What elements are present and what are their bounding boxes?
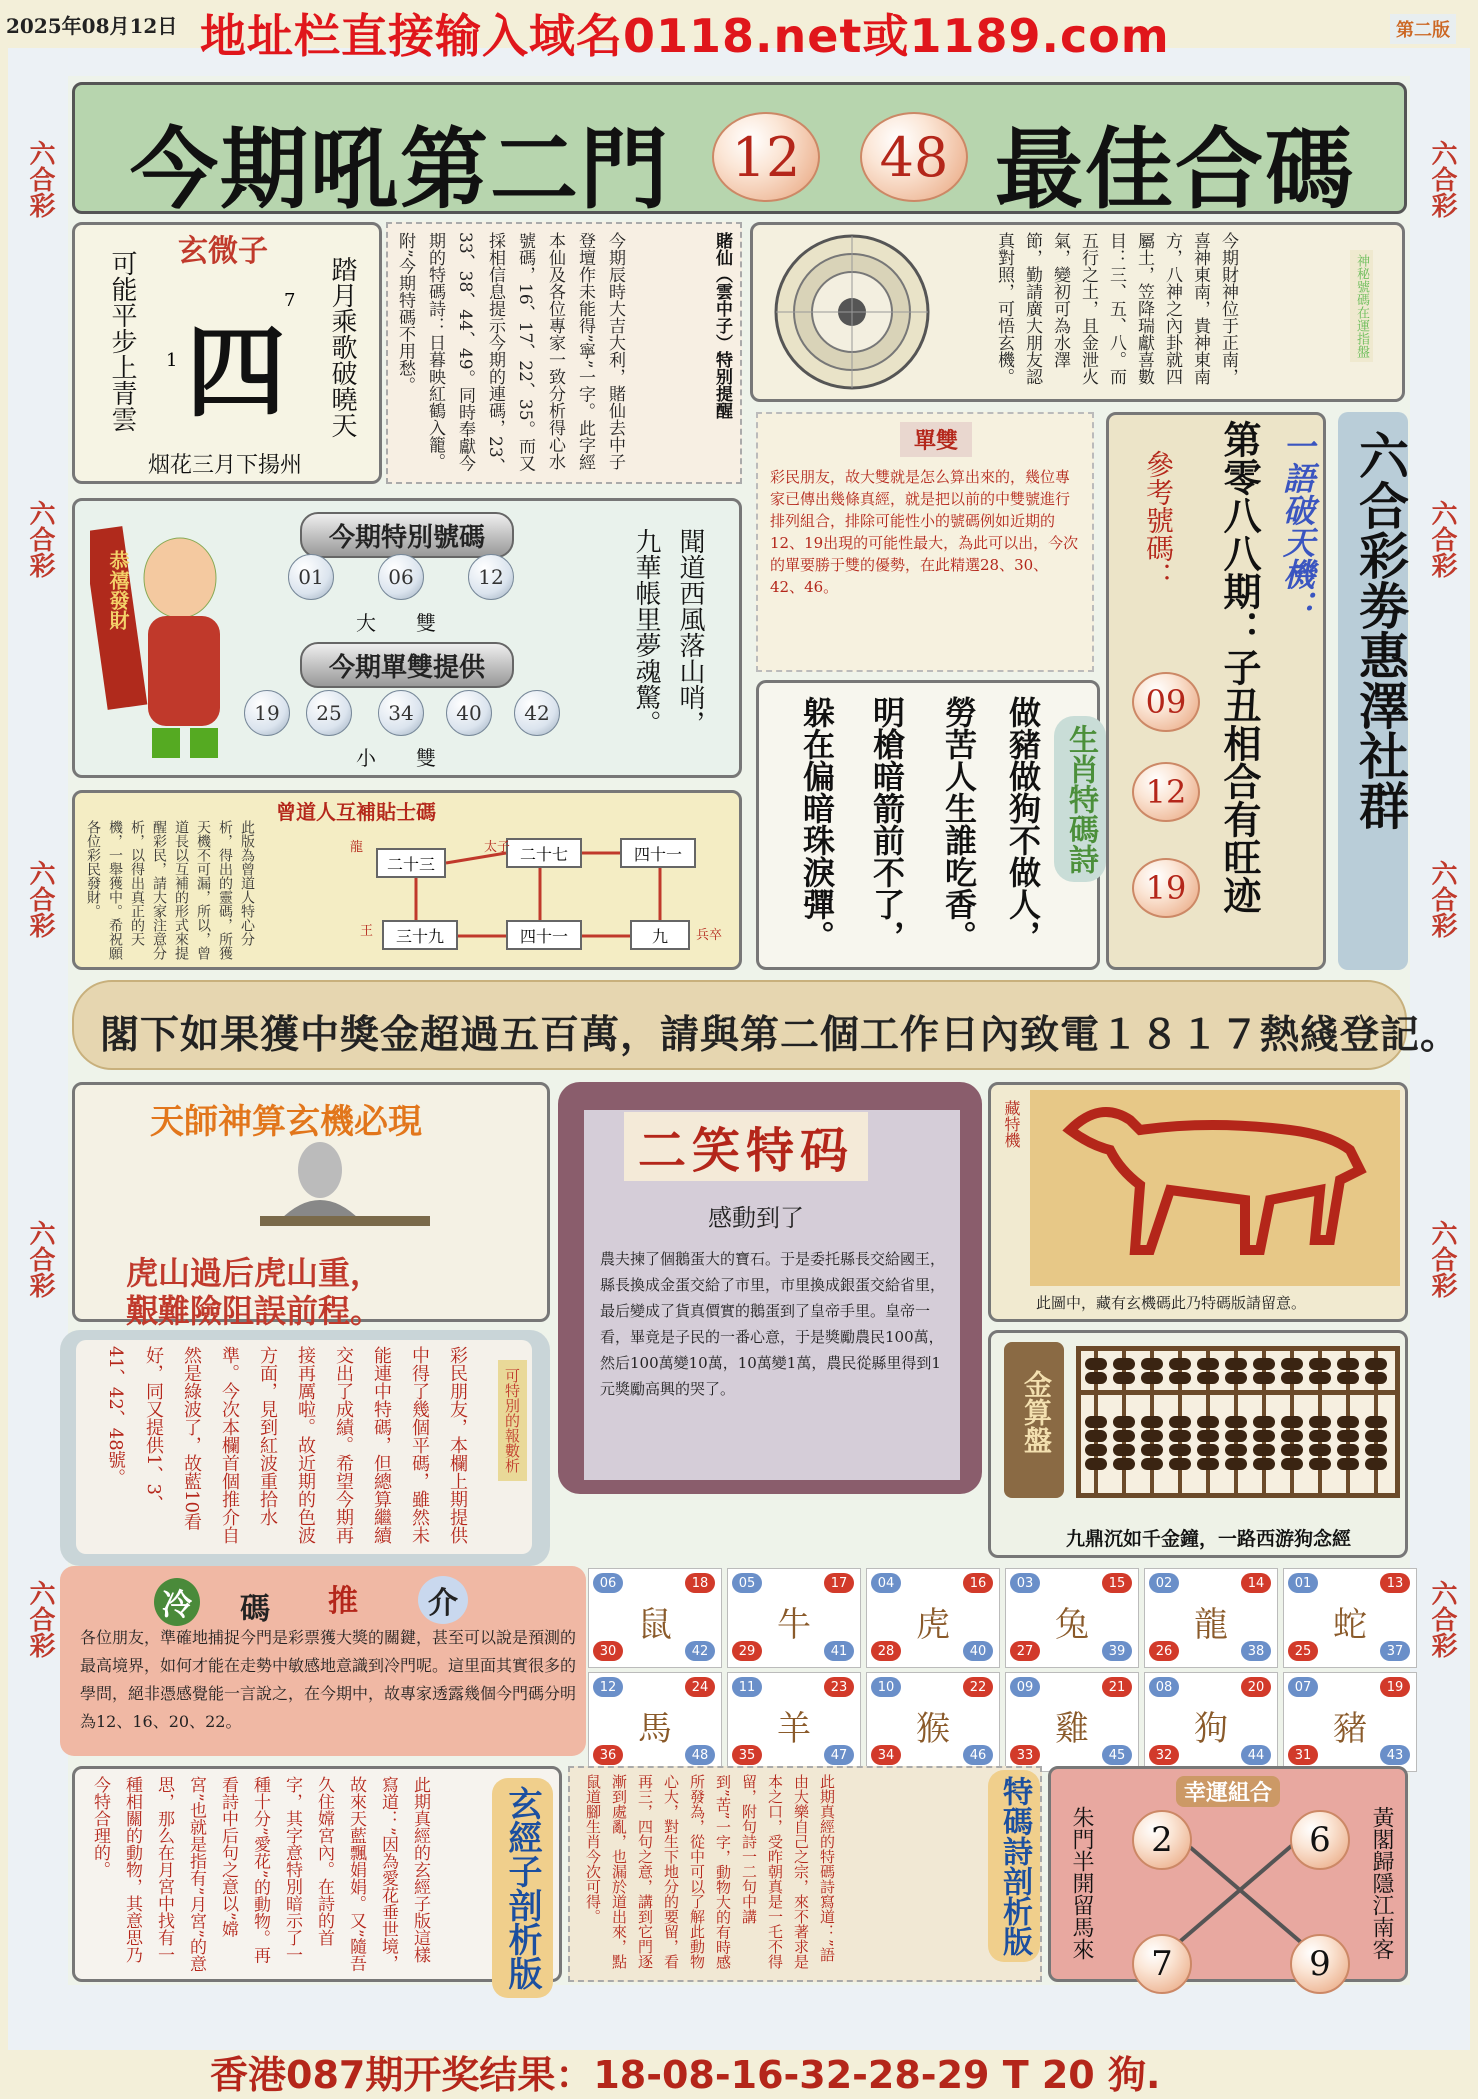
zodiac-number: 35: [732, 1745, 762, 1765]
abacus-bead: [1113, 1416, 1135, 1428]
abacus-label: 金算盤: [1020, 1370, 1053, 1454]
zodiac-number: 32: [1149, 1745, 1179, 1765]
zodiac-number: 26: [1149, 1641, 1179, 1661]
dushen-text: 今期辰時大吉大利，賭仙去中子登壇作未能得”寧”一字。此字經本仙及各位專家一致分析得心水號碼，16、17、22、35。而又採相信息提示今期的連碼，23、33、38、44、49。同時奉獻今期的特碼詩：日暮映紅鶴入籠。附”今期特碼不用愁。: [395, 232, 625, 475]
zodiac-number: 40: [963, 1641, 993, 1661]
abacus-bead: [1253, 1458, 1275, 1470]
compass-text: 今期財神位于正南，喜神東南，貴神東南方，八神之內卦就四屬土，笠降瑞獻喜數目：三、五、八。而五行之土，且金泄火氣，變初可為水澤節，勤請廣大朋友認真對照，可悟玄機。: [994, 232, 1238, 385]
title-ball-2: 48: [860, 112, 968, 202]
zodiac-animal-icon: 豬: [1333, 1709, 1367, 1749]
abacus-bead: [1309, 1458, 1331, 1470]
shengxiao-line: 躲在偏暗珠淚彈。: [798, 696, 836, 952]
abacus-bead: [1225, 1430, 1247, 1442]
xuanweizi-heading: 玄微子: [178, 234, 268, 269]
zodiac-number: 12: [593, 1677, 623, 1697]
abacus-bead: [1253, 1358, 1275, 1370]
zodiac-animal-icon: 羊: [777, 1709, 811, 1749]
abacus-bead: [1337, 1372, 1359, 1384]
xingyun-ball: 2: [1132, 1810, 1192, 1870]
tianshi-figure: [240, 1130, 440, 1240]
zodiac-number: 23: [824, 1677, 854, 1697]
xuanweizi-n7: 7: [284, 290, 296, 311]
horse-side: 藏特機: [1002, 1100, 1021, 1148]
zodiac-number: 34: [871, 1745, 901, 1765]
special-label2: 小 雙: [356, 746, 436, 770]
danshuang-text: 彩民朋友，故大雙就是怎么算出來的，幾位專家已傳出幾條真經，就是把以前的中雙號進行排列組合，排除可能性小的號碼例如近期的12、19出現的可能性最大，為此可以出，今次的單要勝于雙的優勢，在此精選28、30、42、46。: [770, 468, 1079, 596]
border-text: 六合彩: [25, 860, 55, 938]
horse-caption: 此圖中，藏有玄機碼此乃特碼版請留意。: [1036, 1294, 1307, 1312]
xingyun-left: 朱門半開留馬來: [1069, 1806, 1094, 1960]
abacus-bead: [1253, 1416, 1275, 1428]
title-left: 今期吼第二門: [130, 117, 671, 221]
xuanjingzi-label: 玄經子剖析版: [492, 1778, 553, 1998]
border-text: 六合彩: [25, 500, 55, 578]
zodiac-number: 19: [1380, 1677, 1410, 1697]
abacus-bead: [1337, 1444, 1359, 1456]
horse-image: [1030, 1090, 1400, 1286]
border-text: 六合彩: [1427, 860, 1457, 938]
single-ball: 19: [244, 690, 290, 736]
zodiac-cell: [866, 1568, 1000, 1668]
abacus-caption: 九鼎沉如千金鐘，一路西游狗念經: [1066, 1528, 1352, 1550]
hubu-box: 四十一: [506, 920, 582, 950]
abacus-bead: [1365, 1430, 1387, 1442]
zodiac-number: 24: [685, 1677, 715, 1697]
yiyu-ball: 09: [1132, 672, 1200, 732]
abacus-bead: [1253, 1372, 1275, 1384]
left-border: [8, 48, 68, 2050]
zodiac-number: 29: [732, 1641, 762, 1661]
xuanweizi-left: 可能平步上青雲: [107, 250, 137, 432]
temashi-text: 此期真經的特碼詩寫道：”語由大樂自己之宗，來不著求是本之口，受昨朝真是一乇不得留，附句詩一二句中講到”苦”一字，動物大的有時感所發為，從中可以了解此動物心大，對生下地分的要留，看再三，四句之意，講到它門逐漸到處亂，也漏於道出來，點鼠道腳生肖今次可得。: [584, 1774, 836, 1970]
abacus-bead: [1197, 1444, 1219, 1456]
abacus-bead: [1225, 1358, 1247, 1370]
abacus-bead: [1197, 1372, 1219, 1384]
abacus-bead: [1309, 1358, 1331, 1370]
abacus-bead: [1085, 1416, 1107, 1428]
single-ball: 40: [446, 690, 492, 736]
erxiao-subtitle: 感動到了: [708, 1204, 804, 1232]
zodiac-cell: [1283, 1568, 1417, 1668]
abacus-bead: [1113, 1430, 1135, 1442]
abacus-bead: [1169, 1444, 1191, 1456]
abacus-bead: [1281, 1430, 1303, 1442]
shengxiao-label: 生肖特碼詩: [1054, 716, 1106, 882]
bottom-border: [8, 1985, 1470, 2050]
abacus-bead: [1365, 1372, 1387, 1384]
zodiac-cell: [1144, 1672, 1278, 1772]
zodiac-number: 42: [685, 1641, 715, 1661]
zodiac-animal-icon: 猴: [916, 1709, 950, 1749]
special-ball: 01: [288, 554, 334, 600]
zodiac-number: 06: [593, 1573, 623, 1593]
hubu-heading: 曾道人互補貼士碼: [276, 800, 436, 824]
zodiac-cell: [1283, 1672, 1417, 1772]
zodiac-number: 17: [824, 1573, 854, 1593]
zodiac-number: 31: [1288, 1745, 1318, 1765]
lengma-heading-4: 介: [418, 1576, 468, 1624]
zodiac-animal-icon: 鼠: [638, 1605, 672, 1645]
abacus-bead: [1281, 1358, 1303, 1370]
dushen-title: 賭仙（雲中子）特别提醒: [712, 232, 732, 419]
hubu-tag: 太子: [484, 840, 511, 855]
abacus-bead: [1197, 1458, 1219, 1470]
temashi-label: 特碼詩剖析版: [988, 1770, 1040, 1962]
abacus-bead: [1141, 1372, 1163, 1384]
shengxiao-line: 明槍暗箭前不了，: [868, 696, 906, 952]
xingyun-ball: 6: [1290, 1810, 1350, 1870]
zodiac-animal-icon: 馬: [638, 1709, 672, 1749]
lengma-text: 各位朋友，準確地捕捉今門是彩票獲大獎的關鍵，甚至可以說是預測的最高境界，如何才能在走勢中敏感地意識到冷門呢。這里面其實很多的學問，絕非憑感覺能一言說之，在今期中，故專家透露幾個今門碼分明為12、16、20、22。: [80, 1628, 577, 1731]
hubu-box: 二十七: [506, 838, 582, 868]
zodiac-number: 07: [1288, 1677, 1318, 1697]
abacus-bead: [1197, 1430, 1219, 1442]
special-poem-left: 九華帳里夢魂驚。: [631, 528, 661, 736]
compass-icon: [772, 232, 932, 392]
shengxiao-line: 勞苦人生誰吃香。: [940, 696, 978, 952]
zodiac-animal-icon: 蛇: [1333, 1605, 1367, 1645]
xuanweizi-right: 踏月乘歌破曉天: [327, 256, 357, 438]
hubu-text: 此版為曾道人特心分析，得出的靈碼，所獲天機不可漏，所以，曾道長以互補的形式來提醒彩民，請大家注意分析，以得出真正的天機，一舉獲中。希祝願各位彩民發財。: [85, 820, 255, 960]
abacus-bead: [1225, 1372, 1247, 1384]
zodiac-number: 44: [1241, 1745, 1271, 1765]
abacus-bead: [1309, 1430, 1331, 1442]
border-text: 六合彩: [25, 140, 55, 218]
abacus-bead: [1169, 1358, 1191, 1370]
abacus-bead: [1113, 1444, 1135, 1456]
abacus-bead: [1169, 1458, 1191, 1470]
special-heading2: 今期單雙提供: [300, 642, 514, 688]
xingyun-ball: 7: [1132, 1934, 1192, 1994]
abacus-bead: [1225, 1444, 1247, 1456]
caimin-side: 可特別的報數析: [498, 1360, 527, 1481]
zodiac-number: 13: [1380, 1573, 1410, 1593]
hubu-box: 四十一: [620, 838, 696, 868]
notice-text: 閣下如果獲中獎金超過五百萬，請與第二個工作日內致電１８１７熱綫登記。: [100, 1012, 1461, 1058]
border-text: 六合彩: [1427, 140, 1457, 218]
abacus-bead: [1141, 1430, 1163, 1442]
special-ball: 06: [378, 554, 424, 600]
special-poem-right: 聞道西風落山哨，: [675, 528, 705, 736]
lengma-heading-2: 碼: [240, 1592, 270, 1627]
zodiac-number: 18: [685, 1573, 715, 1593]
lengma-heading-3: 推: [328, 1584, 358, 1619]
erxiao-heading: 二笑特码: [624, 1112, 868, 1181]
hubu-box: 二十三: [376, 848, 446, 878]
zodiac-number: 27: [1010, 1641, 1040, 1661]
zodiac-number: 09: [1010, 1677, 1040, 1697]
tianshi-line1: 虎山過后虎山重，: [126, 1254, 383, 1292]
abacus-bead: [1085, 1372, 1107, 1384]
xuanjingzi-text: 此期真經的玄經子版這樣寫道：”因為愛花垂世境，故來天藍飄娟娟。又”隨吾久住嫦宮內。在詩的首字，其字意特別暗示了一種十分”愛花”的動物。再看詩中后句之意以”嫦宮”也就是指有”月宮”的意思，那么在月宮中找有一種相關的動物，其意思乃今特合理的。: [90, 1776, 430, 1973]
zodiac-number: 11: [732, 1677, 762, 1697]
zodiac-animal-icon: 虎: [916, 1605, 950, 1645]
abacus-bead: [1309, 1416, 1331, 1428]
zodiac-animal-icon: 雞: [1055, 1709, 1089, 1749]
zodiac-number: 36: [593, 1745, 623, 1765]
zodiac-number: 20: [1241, 1677, 1271, 1697]
yiyu-ball: 12: [1132, 762, 1200, 822]
abacus-bead: [1085, 1358, 1107, 1370]
doll-image: [90, 508, 240, 768]
abacus-bead: [1197, 1416, 1219, 1428]
zodiac-cell: [1144, 1568, 1278, 1668]
abacus-bead: [1197, 1358, 1219, 1370]
abacus-bead: [1169, 1416, 1191, 1428]
zodiac-cell: [866, 1672, 1000, 1772]
border-text: 六合彩: [1427, 500, 1457, 578]
abacus-bead: [1309, 1372, 1331, 1384]
side-vertical: 六合彩劵惠澤社群: [1351, 430, 1409, 830]
abacus-bead: [1141, 1444, 1163, 1456]
zodiac-cell: [588, 1568, 722, 1668]
abacus-bead: [1337, 1416, 1359, 1428]
zodiac-number: 33: [1010, 1745, 1040, 1765]
title-ball-1: 12: [712, 112, 820, 202]
single-ball: 25: [306, 690, 352, 736]
zodiac-number: 45: [1102, 1745, 1132, 1765]
zodiac-number: 30: [593, 1641, 623, 1661]
abacus-bead: [1337, 1358, 1359, 1370]
abacus-bead: [1337, 1458, 1359, 1470]
abacus-bead: [1281, 1444, 1303, 1456]
single-ball: 42: [514, 690, 560, 736]
zodiac-number: 46: [963, 1745, 993, 1765]
zodiac-cell: [1005, 1568, 1139, 1668]
erxiao-text: 農夫揀了個鵝蛋大的寶石。于是委托縣長交給國王，縣長換成金蛋交給了市里，市里換成銀蛋交給省里，最后變成了貨真價實的鵝蛋到了皇帝手里。皇帝一看，畢竟是子民的一番心意，于是獎勵農民100萬，然后100萬變10萬，10萬變1萬，農民從縣里得到1元獎勵高興的哭了。: [600, 1250, 946, 1398]
zodiac-number: 04: [871, 1573, 901, 1593]
zodiac-cell: [588, 1672, 722, 1772]
zodiac-animal-icon: 兔: [1055, 1605, 1089, 1645]
doll-text: 恭禧發財: [106, 550, 130, 630]
abacus-bead: [1337, 1430, 1359, 1442]
zodiac-number: 43: [1380, 1745, 1410, 1765]
zodiac-number: 39: [1102, 1641, 1132, 1661]
compass-side: 神秘號碼在運指盤: [1350, 250, 1373, 362]
abacus-bead: [1253, 1444, 1275, 1456]
yiyu-ref: 參考號碼：: [1142, 450, 1175, 590]
zodiac-number: 02: [1149, 1573, 1179, 1593]
abacus-bead: [1113, 1458, 1135, 1470]
zodiac-number: 38: [1241, 1641, 1271, 1661]
hubu-box: 九: [630, 920, 690, 950]
hubu-box: 三十九: [382, 920, 458, 950]
title-right: 最佳合碼: [995, 117, 1356, 221]
abacus-bead: [1365, 1358, 1387, 1370]
zodiac-number: 28: [871, 1641, 901, 1661]
zodiac-number: 08: [1149, 1677, 1179, 1697]
zodiac-grid: [588, 1568, 1408, 1763]
abacus-bead: [1309, 1444, 1331, 1456]
tianshi-line2: 艱難險阻誤前程。: [126, 1292, 383, 1330]
hubu-arrows: [340, 800, 740, 970]
zodiac-number: 37: [1380, 1641, 1410, 1661]
edition-badge: 第二版: [1390, 14, 1456, 44]
zodiac-number: 22: [963, 1677, 993, 1697]
yiyu-ball: 19: [1132, 858, 1200, 918]
zodiac-cell: [727, 1672, 861, 1772]
zodiac-number: 05: [732, 1573, 762, 1593]
abacus-bead: [1225, 1416, 1247, 1428]
single-ball: 34: [378, 690, 424, 736]
abacus-bead: [1281, 1372, 1303, 1384]
abacus-bead: [1113, 1358, 1135, 1370]
abacus-bead: [1365, 1416, 1387, 1428]
zodiac-cell: [1005, 1672, 1139, 1772]
abacus-bead: [1141, 1358, 1163, 1370]
abacus-bead: [1141, 1458, 1163, 1470]
abacus-bead: [1169, 1372, 1191, 1384]
zodiac-number: 21: [1102, 1677, 1132, 1697]
tianshi-heading: 天師神算玄機必現: [150, 1102, 422, 1142]
xuanweizi-footer: 烟花三月下揚州: [148, 453, 303, 478]
zodiac-animal-icon: 牛: [777, 1605, 811, 1645]
border-text: 六合彩: [1427, 1580, 1457, 1658]
border-text: 六合彩: [1427, 1220, 1457, 1298]
xingyun-right: 黃閣歸隱江南客: [1369, 1806, 1394, 1960]
zodiac-number: 41: [824, 1641, 854, 1661]
zodiac-number: 10: [871, 1677, 901, 1697]
abacus-bead: [1365, 1458, 1387, 1470]
zodiac-number: 16: [963, 1573, 993, 1593]
header-date: 2025年08月12日: [6, 14, 178, 38]
abacus-bead: [1281, 1458, 1303, 1470]
xingyun-heading: 幸運組合: [1176, 1776, 1280, 1807]
hubu-tag: 兵卒: [696, 928, 723, 943]
zodiac-number: 01: [1288, 1573, 1318, 1593]
yiyu-banner: 一語破天機：: [1278, 430, 1316, 622]
abacus-bead: [1253, 1430, 1275, 1442]
caimin-text: 彩民朋友，本欄上期提供中得了幾個平碼，雖然未能連中特碼，但總算繼續交出了成績。希望今期再接再厲啦。故近期的色波方面，見到紅波重拾水準。今次本欄首個推介自然是綠波了，故藍10看好，同又提供1、3、41、42、48號。: [105, 1346, 468, 1544]
danshuang-heading: 單雙: [900, 422, 972, 457]
abacus-bead: [1141, 1416, 1163, 1428]
zodiac-number: 03: [1010, 1573, 1040, 1593]
yiyu-period: 第零八八期：子丑相合有旺迹: [1217, 420, 1262, 914]
hubu-tag: 王: [360, 924, 374, 939]
footer-result: 香港087期开奖结果：18-08-16-32-28-29 T 20 狗.: [210, 2053, 1161, 2097]
abacus-bead: [1365, 1444, 1387, 1456]
zodiac-animal-icon: 狗: [1194, 1709, 1228, 1749]
shengxiao-line: 做豬做狗不做人，: [1004, 696, 1042, 952]
header-banner: 地址栏直接输入域名0118.net或1189.com: [200, 9, 1170, 63]
xuanweizi-big: 四: [186, 313, 286, 431]
abacus-bead: [1085, 1458, 1107, 1470]
zodiac-number: 15: [1102, 1573, 1132, 1593]
abacus-bead: [1281, 1416, 1303, 1428]
border-text: 六合彩: [25, 1220, 55, 1298]
zodiac-number: 47: [824, 1745, 854, 1765]
zodiac-number: 48: [685, 1745, 715, 1765]
abacus-bead: [1169, 1430, 1191, 1442]
special-ball: 12: [468, 554, 514, 600]
xingyun-ball: 9: [1290, 1934, 1350, 1994]
zodiac-animal-icon: 龍: [1194, 1605, 1228, 1645]
border-text: 六合彩: [25, 1580, 55, 1658]
zodiac-cell: [727, 1568, 861, 1668]
abacus-bead: [1085, 1430, 1107, 1442]
zodiac-number: 25: [1288, 1641, 1318, 1661]
abacus-bead: [1085, 1444, 1107, 1456]
xuanweizi-n1: 1: [166, 350, 178, 371]
lengma-heading-1: 冷: [154, 1578, 200, 1626]
abacus-bead: [1113, 1372, 1135, 1384]
special-heading: 今期特別號碼: [300, 512, 514, 558]
zodiac-number: 14: [1241, 1573, 1271, 1593]
special-label1: 大 雙: [356, 611, 436, 635]
abacus-bead: [1225, 1458, 1247, 1470]
hubu-tag: 龍: [350, 840, 364, 855]
